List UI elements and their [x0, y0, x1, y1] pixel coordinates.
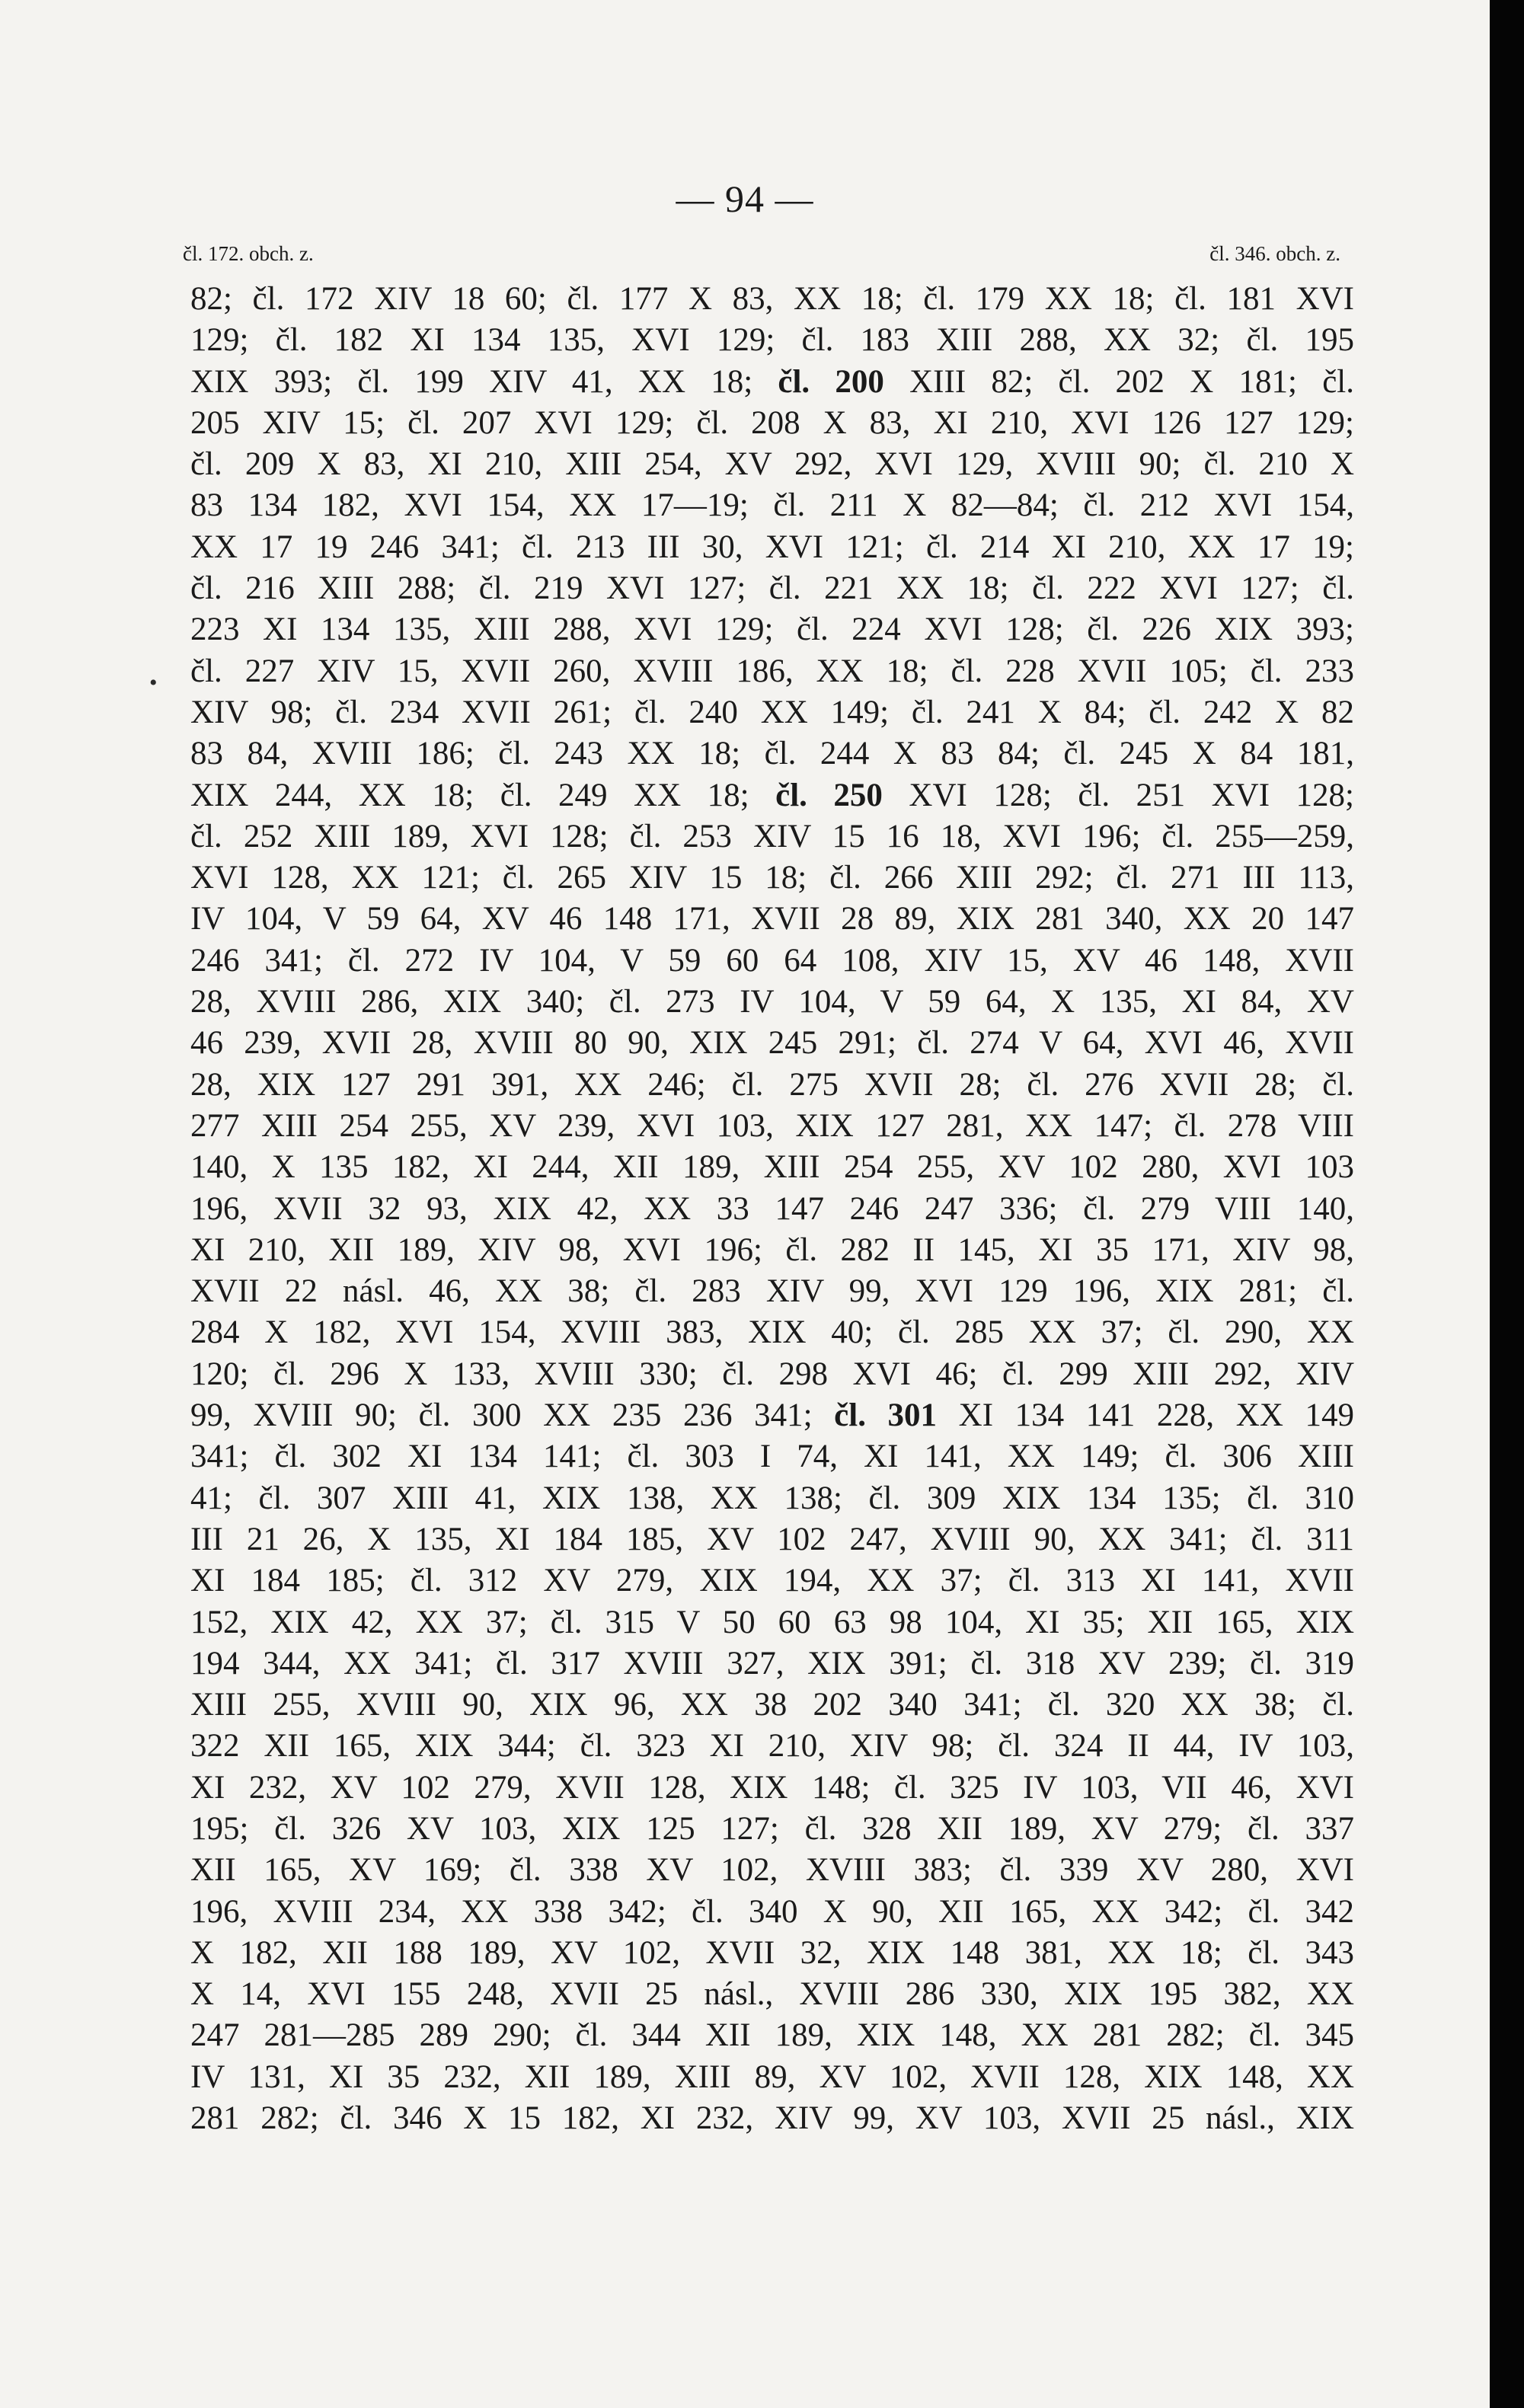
line-segment: XI 232, XV 102 279, XVII 128, XIX 148; čl. 325 IV 103, VII 46, XVI — [190, 1769, 1354, 1806]
page-number: — 94 — — [676, 177, 814, 220]
line-segment: 196, XVII 32 93, XIX 42, XX 33 147 246 247 336; čl. 279 VIII 140, — [190, 1190, 1354, 1227]
text-line — [190, 1312, 1354, 1353]
line-segment: XIV 98; čl. 234 XVII 261; čl. 240 XX 149; čl. 241 X 84; čl. 242 X 82 — [190, 694, 1354, 730]
text-line — [190, 527, 1354, 568]
text-line — [190, 279, 1354, 320]
text-line — [190, 568, 1354, 609]
line-segment: 205 XIV 15; čl. 207 XVI 129; čl. 208 X 83, XI 210, XVI 126 127 129; — [190, 404, 1354, 441]
line-segment: 83 84, XVIII 186; čl. 243 XX 18; čl. 244 X 83 84; čl. 245 X 84 181, — [190, 736, 1354, 772]
text-line — [190, 1023, 1354, 1064]
line-segment: XIX 393; čl. 199 XIV 41, XX 18; — [190, 363, 778, 400]
line-segment: XIX 244, XX 18; čl. 249 XX 18; — [190, 777, 776, 813]
line-segment: XIII 255, XVIII 90, XIX 96, XX 38 202 340 341; čl. 320 XX 38; čl. — [190, 1687, 1354, 1723]
text-line — [190, 733, 1354, 774]
text-line — [190, 1147, 1354, 1188]
text-line — [190, 1395, 1354, 1436]
text-line — [190, 899, 1354, 940]
line-segment: 28, XVIII 286, XIX 340; čl. 273 IV 104, V 59 64, X 135, XI 84, XV — [190, 984, 1354, 1020]
line-segment: 99, XVIII 90; čl. 300 XX 235 236 341; — [190, 1397, 835, 1434]
line-segment: 83 134 182, XVI 154, XX 17—19; čl. 211 X 82—84; čl. 212 XVI 154, — [190, 487, 1354, 524]
text-line — [190, 1560, 1354, 1602]
index-text-body — [190, 279, 1354, 2139]
line-segment: čl. 209 X 83, XI 210, XIII 254, XV 292, XVI 129, XVIII 90; čl. 210 X — [190, 446, 1354, 483]
text-line — [190, 1933, 1354, 1974]
running-head-right: čl. 346. obch. z. — [1209, 242, 1340, 265]
line-segment: XIII 82; čl. 202 X 181; čl. — [883, 363, 1354, 400]
line-segment: 246 341; čl. 272 IV 104, V 59 60 64 108, XIV 15, XV 46 148, XVII — [190, 942, 1354, 979]
text-line — [190, 1230, 1354, 1271]
line-segment: 46 239, XVII 28, XVIII 80 90, XIX 245 291; čl. 274 V 64, XVI 46, XVII — [190, 1025, 1354, 1062]
text-line — [190, 1478, 1354, 1519]
line-segment: čl. 252 XIII 189, XVI 128; čl. 253 XIV 15 16 18, XVI 196; čl. 255—259, — [190, 818, 1354, 854]
text-line — [190, 485, 1354, 526]
text-line — [190, 1436, 1354, 1477]
text-line — [190, 857, 1354, 899]
text-line — [190, 941, 1354, 982]
line-segment: čl. 227 XIV 15, XVII 260, XVIII 186, XX 18; čl. 228 XVII 105; čl. 233 — [190, 653, 1354, 689]
text-line — [190, 651, 1354, 692]
line-segment: 196, XVIII 234, XX 338 342; čl. 340 X 90, XII 165, XX 342; čl. 342 — [190, 1893, 1354, 1930]
running-head-left: čl. 172. obch. z. — [183, 242, 314, 265]
scan-edge — [1490, 0, 1524, 2408]
line-segment: XVI 128; čl. 251 XVI 128; — [882, 777, 1354, 813]
line-segment: XX 17 19 246 341; čl. 213 III 30, XVI 121; čl. 214 XI 210, XX 17 19; — [190, 529, 1354, 565]
line-segment: XII 165, XV 169; čl. 338 XV 102, XVIII 383; čl. 339 XV 280, XVI — [190, 1852, 1354, 1889]
line-segment: XI 134 141 228, XX 149 — [937, 1397, 1354, 1434]
text-line — [190, 1189, 1354, 1230]
text-line — [190, 982, 1354, 1023]
line-segment: III 21 26, X 135, XI 184 185, XV 102 247, XVIII 90, XX 341; čl. 311 — [190, 1521, 1354, 1557]
text-line — [190, 1519, 1354, 1560]
text-line — [190, 320, 1354, 361]
text-line — [190, 609, 1354, 650]
line-segment: XVI 128, XX 121; čl. 265 XIV 15 18; čl. 266 XIII 292; čl. 271 III 113, — [190, 860, 1354, 896]
line-segment: 120; čl. 296 X 133, XVIII 330; čl. 298 XVI 46; čl. 299 XIII 292, XIV — [190, 1356, 1354, 1392]
line-segment: 194 344, XX 341; čl. 317 XVIII 327, XIX 391; čl. 318 XV 239; čl. 319 — [190, 1645, 1354, 1681]
text-line — [190, 1809, 1354, 1850]
text-line — [190, 1271, 1354, 1312]
bold-article-ref: čl. 250 — [775, 777, 883, 813]
text-line — [190, 403, 1354, 444]
text-line — [190, 816, 1354, 857]
text-line — [190, 692, 1354, 733]
text-line — [190, 1106, 1354, 1147]
line-segment: X 14, XVI 155 248, XVII 25 násl., XVIII 286 330, XIX 195 382, XX — [190, 1976, 1354, 2013]
text-line — [190, 1065, 1354, 1106]
line-segment: 322 XII 165, XIX 344; čl. 323 XI 210, XIV 98; čl. 324 II 44, IV 103, — [190, 1728, 1354, 1764]
line-segment: 140, X 135 182, XI 244, XII 189, XIII 254 255, XV 102 280, XVI 103 — [190, 1149, 1354, 1186]
line-segment: 152, XIX 42, XX 37; čl. 315 V 50 60 63 98 104, XI 35; XII 165, XIX — [190, 1604, 1354, 1640]
line-segment: 223 XI 134 135, XIII 288, XVI 129; čl. 224 XVI 128; čl. 226 XIX 393; — [190, 612, 1354, 648]
line-segment: IV 131, XI 35 232, XII 189, XIII 89, XV 102, XVII 128, XIX 148, XX — [190, 2058, 1354, 2095]
line-segment: XI 210, XII 189, XIV 98, XVI 196; čl. 282 II 145, XI 35 171, XIV 98, — [190, 1231, 1354, 1268]
line-segment: 28, XIX 127 291 391, XX 246; čl. 275 XVII 28; čl. 276 XVII 28; čl. — [190, 1066, 1354, 1103]
text-line — [190, 1685, 1354, 1726]
line-segment: XVII 22 násl. 46, XX 38; čl. 283 XIV 99, XVI 129 196, XIX 281; čl. — [190, 1273, 1354, 1310]
line-segment: 195; čl. 326 XV 103, XIX 125 127; čl. 328 XII 189, XV 279; čl. 337 — [190, 1810, 1354, 1847]
text-line — [190, 2098, 1354, 2139]
text-line — [190, 1892, 1354, 1933]
text-line — [190, 2057, 1354, 2098]
text-line — [190, 1726, 1354, 1767]
line-segment: 277 XIII 254 255, XV 239, XVI 103, XIX 127 281, XX 147; čl. 278 VIII — [190, 1107, 1354, 1144]
line-segment: 247 281—285 289 290; čl. 344 XII 189, XIX 148, XX 281 282; čl. 345 — [190, 2017, 1354, 2054]
text-line — [190, 1974, 1354, 2015]
text-line — [190, 1768, 1354, 1809]
text-line — [190, 775, 1354, 816]
line-segment: 41; čl. 307 XIII 41, XIX 138, XX 138; čl. 309 XIX 134 135; čl. 310 — [190, 1480, 1354, 1516]
line-segment: IV 104, V 59 64, XV 46 148 171, XVII 28 89, XIX 281 340, XX 20 147 — [190, 901, 1354, 937]
text-line — [190, 2015, 1354, 2056]
margin-mark: • — [149, 670, 158, 695]
text-line — [190, 1643, 1354, 1685]
text-line — [190, 1850, 1354, 1891]
line-segment: 341; čl. 302 XI 134 141; čl. 303 I 74, XI 141, XX 149; čl. 306 XIII — [190, 1439, 1354, 1475]
text-line — [190, 1354, 1354, 1395]
text-line — [190, 362, 1354, 403]
line-segment: XI 184 185; čl. 312 XV 279, XIX 194, XX 37; čl. 313 XI 141, XVII — [190, 1563, 1354, 1599]
line-segment: čl. 216 XIII 288; čl. 219 XVI 127; čl. 221 XX 18; čl. 222 XVI 127; čl. — [190, 570, 1354, 607]
line-segment: 281 282; čl. 346 X 15 182, XI 232, XIV 99, XV 103, XVII 25 násl., XIX — [190, 2100, 1354, 2137]
text-line — [190, 444, 1354, 485]
bold-article-ref: čl. 301 — [834, 1397, 938, 1434]
line-segment: 284 X 182, XVI 154, XVIII 383, XIX 40; čl. 285 XX 37; čl. 290, XX — [190, 1314, 1354, 1351]
bold-article-ref: čl. 200 — [778, 363, 884, 400]
line-segment: 129; čl. 182 XI 134 135, XVI 129; čl. 183 XIII 288, XX 32; čl. 195 — [190, 322, 1354, 359]
text-line — [190, 1602, 1354, 1643]
line-segment: X 182, XII 188 189, XV 102, XVII 32, XIX 148 381, XX 18; čl. 343 — [190, 1934, 1354, 1971]
line-segment: 82; čl. 172 XIV 18 60; čl. 177 X 83, XX 18; čl. 179 XX 18; čl. 181 XVI — [190, 281, 1354, 317]
